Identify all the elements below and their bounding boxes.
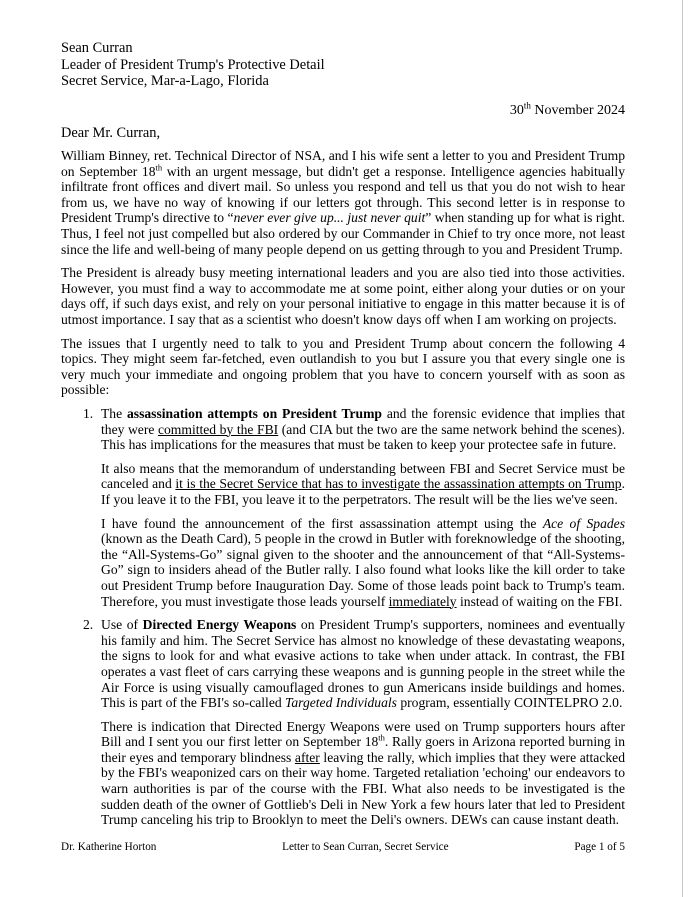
topics-list: [61, 406, 625, 828]
recipient-address: [61, 40, 625, 90]
salutation: Dear Mr. Curran,: [61, 125, 161, 142]
list-paragraph: I have found the announcement of the first assassination attempt using the Ace of Spades (known as the Death Card), 5 people in the crowd in Butler with foreknowledge of the shooting, the “All-Systems-Go” signal given to the shooter and the announcement of that “All-Systems-Go” sign to insiders ahead of the Butler rally. I also found what looks like the kill order to take out President Trump before Inauguration Day. Some of those leads point back to Trump's team. Therefore, you must investigate those leads yourself immediately instead of waiting on the FBI.: [101, 515, 625, 609]
list-paragraph: The assassination attempts on President Trump and the forensic evidence that implies that they were committed by the FBI (and CIA but the two are the same network behind the scenes). This has implications for the measures that must be taken to keep your protectee safe in future.: [101, 406, 625, 453]
paragraph-accommodate: The President is already busy meeting international leaders and you are also tied into those activities. However, you must find a way to accommodate me at some point, either along your duties or on your days off, if such days exist, and rely on your personal initiative to engage in this matter because it is of utmost importance. I say that as a scientist who doesn't know days off when I am working on projects.: [61, 265, 625, 328]
footer-author: Dr. Katherine Horton: [61, 841, 157, 853]
footer-title: Letter to Sean Curran, Secret Service: [282, 841, 449, 853]
page-footer: [61, 841, 625, 853]
footer-page-number: Page 1 of 5: [574, 841, 625, 853]
list-number: 2.: [83, 617, 94, 633]
paragraph-topics: The issues that I urgently need to talk to you and President Trump about concern the following 4 topics. They might seem far-fetched, even outlandish to you but I assure you that every single one is very much your immediate and ongoing problem that you have to concern yourself with as soon as possible:: [61, 335, 625, 398]
letter-body: [61, 40, 625, 836]
recipient-location: Secret Service, Mar-a-Lago, Florida: [61, 73, 269, 89]
list-paragraph: It also means that the memorandum of understanding between FBI and Secret Service must be canceled and it is the Secret Service that has to investigate the assassination attempts on Trump. If you leave it to the FBI, you leave it to the perpetrators. The result will be the lies we've seen.: [101, 460, 625, 507]
paragraph-intro: William Binney, ret. Technical Director of NSA, and I his wife sent a letter to you and President Trump on September 18th with an urgent message, but didn't get a response. Intelligence agencies habitually infiltrate front offices and divert mail. So unless you respond and tell us that you do not wish to hear from us, we have no way of knowing if our letters got through. This second letter is in response to President Trump's directive to “never ever give up... just never quit” when standing up for what is right. Thus, I feel not just compelled but also ordered by our Commander in Chief to try once more, not least since the life and well-being of many people depend on us getting through to you and President Trump.: [61, 148, 626, 257]
list-item-dew: [61, 617, 625, 828]
list-paragraph: Use of Directed Energy Weapons on President Trump's supporters, nominees and eventually his family and him. The Secret Service has almost no knowledge of these devastating weapons, the signs to look for and what evasive actions to take when under attack. In contrast, the FBI operates a vast fleet of cars carrying these weapons and is gunning people in the street while the Air Force is using visually camouflaged drones to gun Americans inside buildings and homes. This is part of the FBI's so-called Targeted Individuals program, essentially COINTELPRO 2.0.: [101, 617, 625, 711]
recipient-name: Sean Curran: [61, 40, 133, 56]
list-item-assassination: [61, 406, 625, 609]
list-paragraph: There is indication that Directed Energy Weapons were used on Trump supporters hours after Bill and I sent you our first letter on September 18th. Rally goers in Arizona reported burning in their eyes and temporary blindness after leaving the rally, which implies that they were attacked by the FBI's weaponized cars on their way home. Targeted retaliation 'echoing' our endeavors to warn authorities is par of the course with the FBI. What also needs to be investigated is the sudden death of the owner of Gottlieb's Deli in New York a few hours later that led to President Trump canceling his trip to Brooklyn to meet the Deli's owners. DEWs can cause instant death.: [101, 718, 626, 828]
list-number: 1.: [83, 406, 94, 421]
recipient-title: Leader of President Trump's Protective Detail: [61, 56, 325, 73]
letter-date: 30th November 2024: [509, 99, 625, 118]
